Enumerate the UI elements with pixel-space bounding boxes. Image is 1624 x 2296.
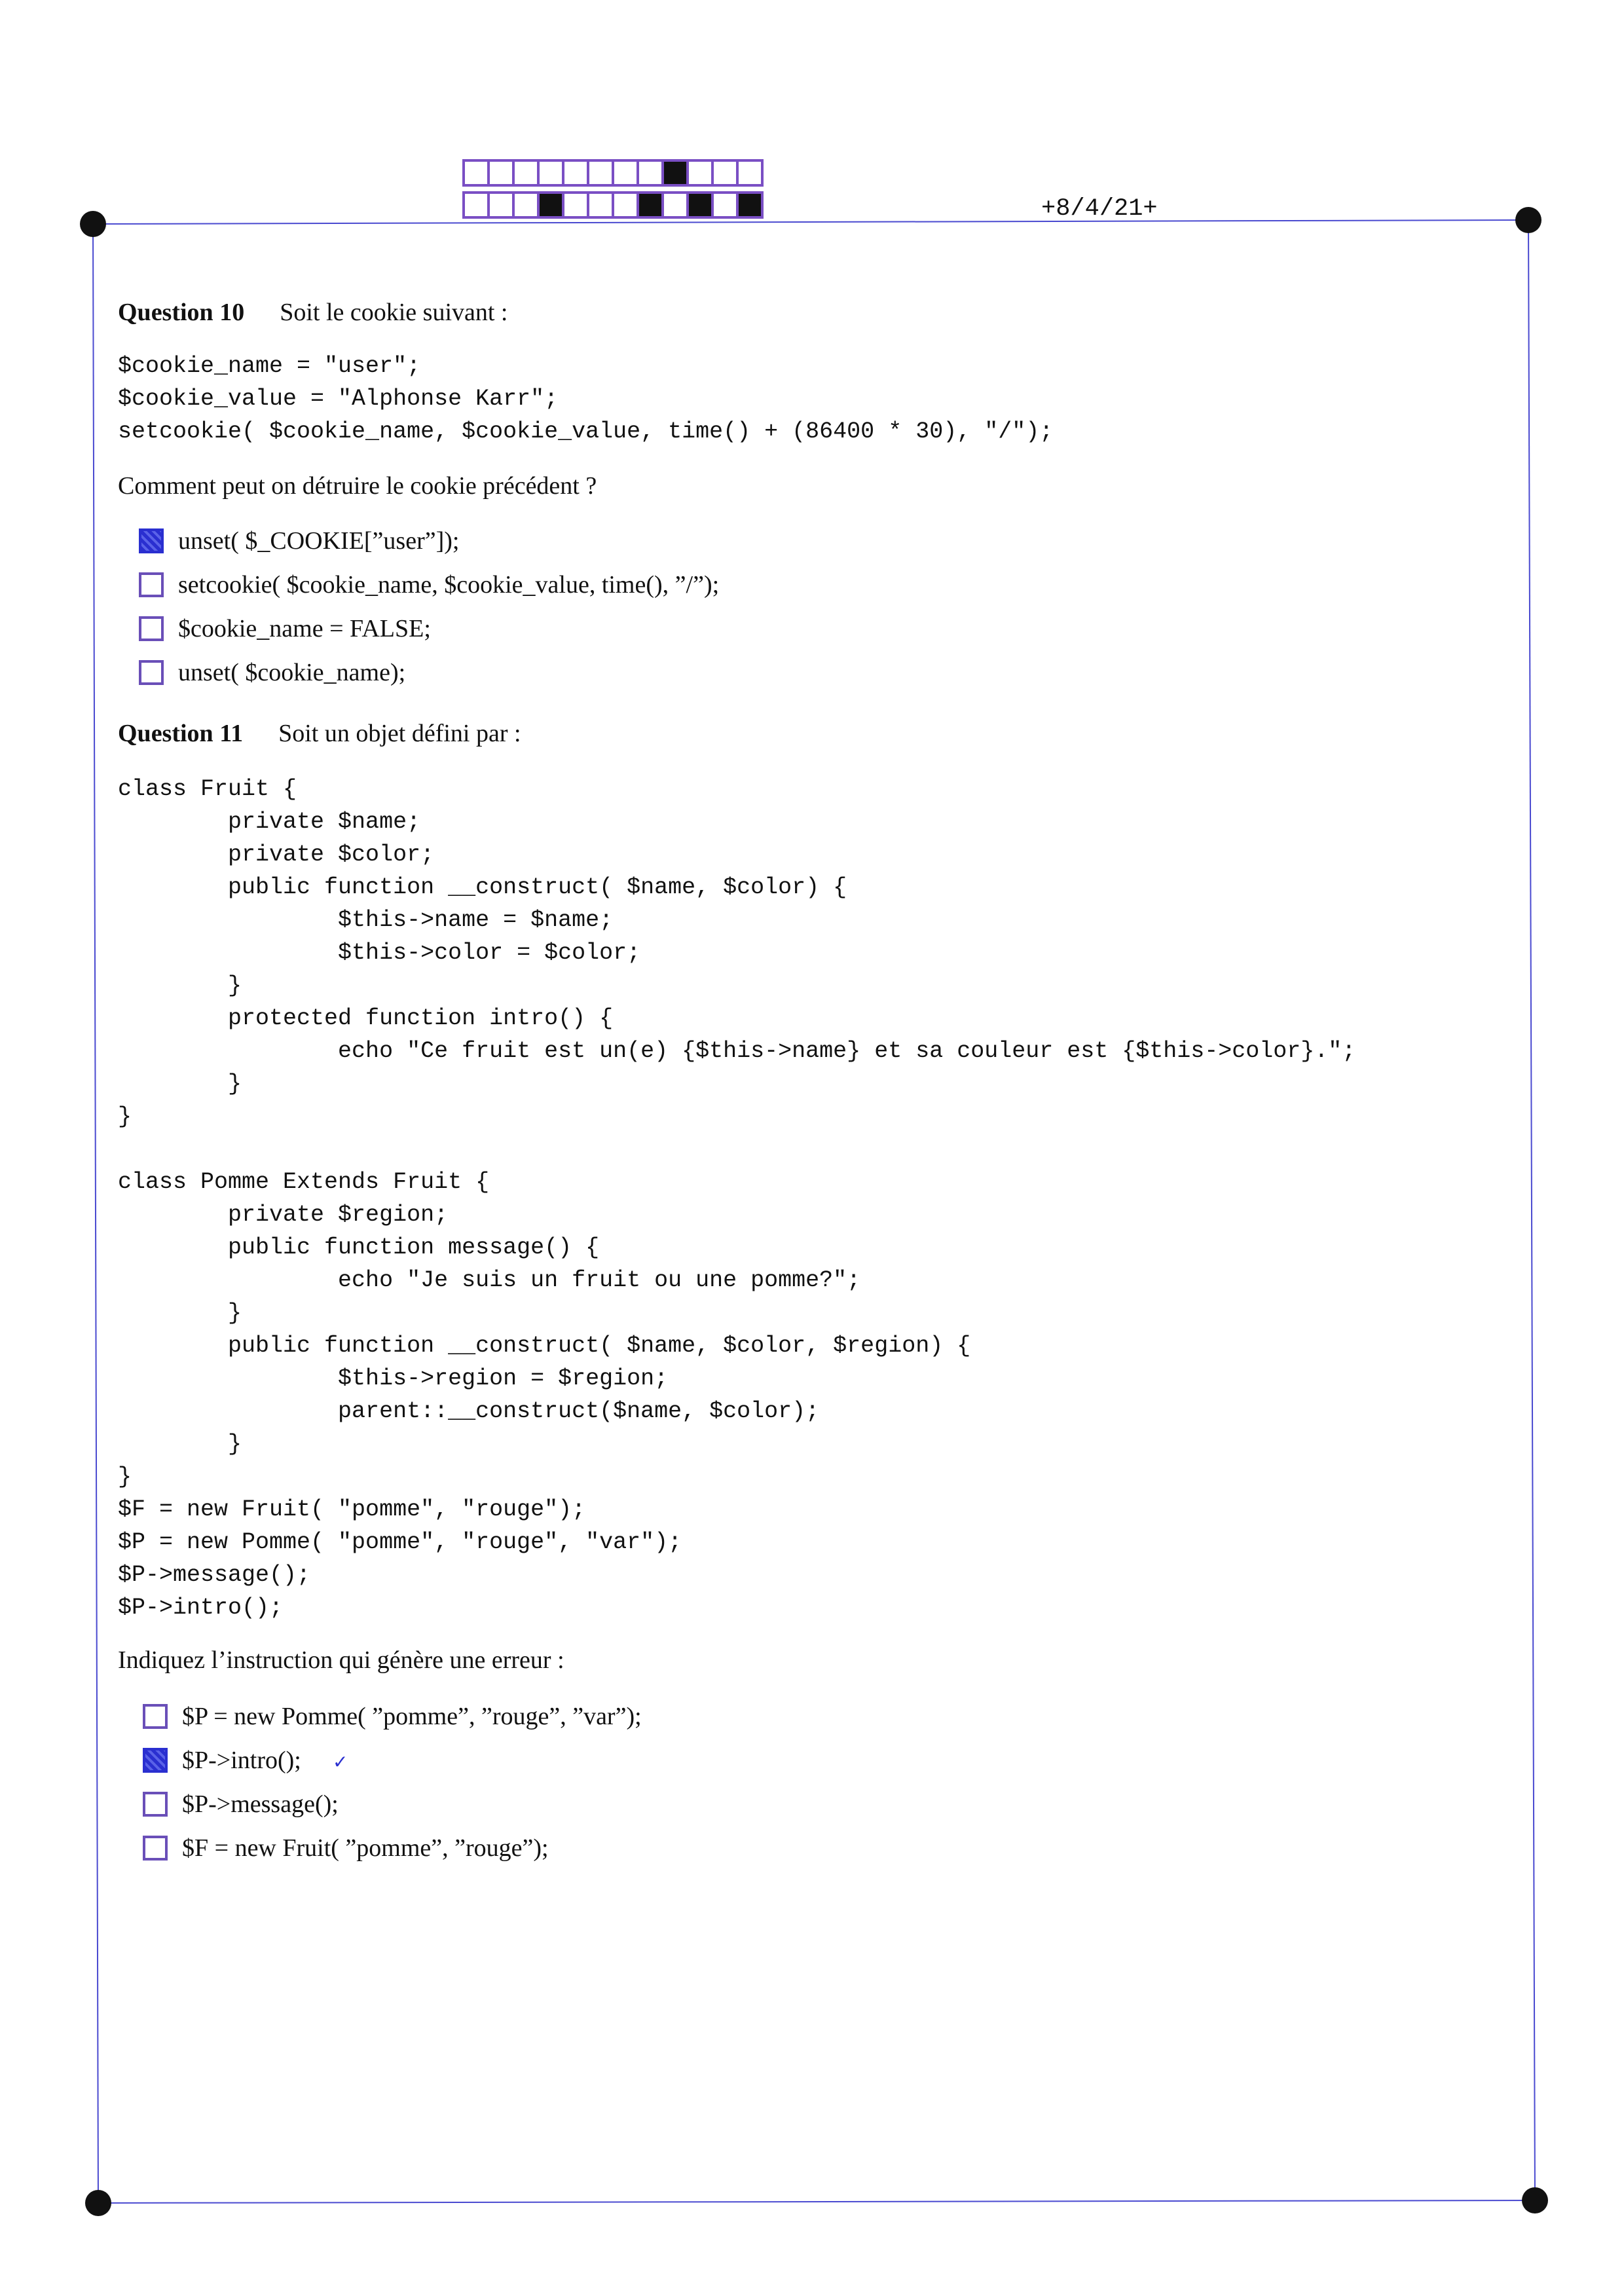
code-row-2-box-12 <box>739 194 761 216</box>
code-row-2-box-5 <box>564 194 589 216</box>
pen-tick-mark: ✓ <box>333 1751 348 1773</box>
q11-answer-4-label: $F = new Fruit( ”pomme”, ”rouge”); <box>182 1834 549 1862</box>
code-row-2-box-4 <box>540 194 564 216</box>
q10-answer-2[interactable] <box>139 568 719 601</box>
corner-mark-top-left <box>80 211 106 237</box>
code-row-1-box-11 <box>714 162 739 184</box>
q10-answer-2-checkbox[interactable] <box>139 572 164 597</box>
code-row-1-box-6 <box>589 162 614 184</box>
question-11-header <box>118 719 521 748</box>
code-row-1-box-2 <box>490 162 515 184</box>
q11-answer-2[interactable] <box>143 1744 301 1777</box>
code-row-1-box-8 <box>639 162 664 184</box>
code-row-1-box-9 <box>664 162 689 184</box>
code-row-1-box-10 <box>689 162 714 184</box>
code-row-1-box-7 <box>614 162 639 184</box>
code-row-1-box-4 <box>540 162 564 184</box>
page-identifier: +8/4/21+ <box>1041 195 1158 223</box>
code-row-2-box-9 <box>664 194 689 216</box>
code-row-2-box-10 <box>689 194 714 216</box>
code-row-1-box-5 <box>564 162 589 184</box>
q11-answer-1-checkbox[interactable] <box>143 1704 168 1729</box>
q10-answer-1[interactable] <box>139 525 459 557</box>
q11-answer-1-label: $P = new Pomme( ”pomme”, ”rouge”, ”var”); <box>182 1703 642 1730</box>
q11-answer-1[interactable] <box>143 1700 642 1733</box>
code-row-2-box-11 <box>714 194 739 216</box>
code-row-2-box-2 <box>490 194 515 216</box>
question-10-prompt: Soit le cookie suivant : <box>280 299 508 326</box>
q10-answer-4-label: unset( $cookie_name); <box>178 659 406 686</box>
code-row-1-box-1 <box>465 162 490 184</box>
question-10-question: Comment peut on détruire le cookie précédent ? <box>118 472 597 500</box>
code-row-1-box-12 <box>739 162 761 184</box>
question-11-prompt: Soit un objet défini par : <box>278 720 521 747</box>
corner-mark-top-right <box>1515 207 1541 233</box>
code-row-2-box-6 <box>589 194 614 216</box>
corner-mark-bottom-right <box>1522 2187 1548 2213</box>
code-row-2-box-3 <box>515 194 540 216</box>
frame-left <box>93 224 98 2203</box>
question-10-code: $cookie_name = "user"; $cookie_value = "Alphonse Karr"; setcookie( $cookie_name, $cookie_value, time() + (86400 * 30), "/"); <box>118 353 1054 445</box>
q11-answer-3-label: $P->message(); <box>182 1790 339 1818</box>
q11-answer-3-checkbox[interactable] <box>143 1792 168 1817</box>
question-11-question: Indiquez l’instruction qui génère une erreur : <box>118 1646 564 1674</box>
page-code-boxes-row-1 <box>462 159 764 187</box>
q11-answer-3[interactable] <box>143 1788 339 1821</box>
q10-answer-3[interactable] <box>139 612 431 645</box>
code-row-2-box-8 <box>639 194 664 216</box>
page-code-boxes-row-2 <box>462 191 764 219</box>
q11-answer-4[interactable] <box>143 1832 549 1864</box>
frame-top <box>93 220 1528 224</box>
q10-answer-3-label: $cookie_name = FALSE; <box>178 615 431 642</box>
q10-answer-4[interactable] <box>139 656 405 689</box>
q10-answer-1-label: unset( $_COOKIE[”user”]); <box>178 527 460 555</box>
question-11-label: Question 11 <box>118 720 244 747</box>
q10-answer-3-checkbox[interactable] <box>139 616 164 641</box>
question-10-header <box>118 298 508 327</box>
code-row-1-box-3 <box>515 162 540 184</box>
question-11-code: class Fruit { private $name; private $color; public function __construct( $name, $color) { $this->name = $name; $this->color = $color; } protected function intro() { echo "Ce fruit est un(e) {$this->name} et sa couleur est {$this->color}."; } } class Pomme Extends Fruit { private $region; public function message() { echo "Je suis un fruit ou une pomme?"; } public function __construct( $name, $color, $region) { $this->region = $region; parent::__construct($name, $color); } } $F = new Fruit( "pomme", "rouge"); $P = new Pomme( "pomme", "rouge", "var"); $P->message(); $P->intro(); <box>118 776 1356 1621</box>
frame-bottom <box>98 2200 1535 2203</box>
corner-mark-bottom-left <box>85 2190 111 2216</box>
q11-answer-2-label: $P->intro(); <box>182 1747 301 1774</box>
q11-answer-2-checkbox[interactable] <box>143 1748 168 1773</box>
frame-right <box>1528 220 1535 2200</box>
code-row-2-box-1 <box>465 194 490 216</box>
q11-answer-4-checkbox[interactable] <box>143 1836 168 1861</box>
q10-answer-2-label: setcookie( $cookie_name, $cookie_value, time(), ”/”); <box>178 571 720 599</box>
q10-answer-4-checkbox[interactable] <box>139 660 164 685</box>
question-10-label: Question 10 <box>118 299 245 326</box>
code-row-2-box-7 <box>614 194 639 216</box>
q10-answer-1-checkbox[interactable] <box>139 528 164 553</box>
